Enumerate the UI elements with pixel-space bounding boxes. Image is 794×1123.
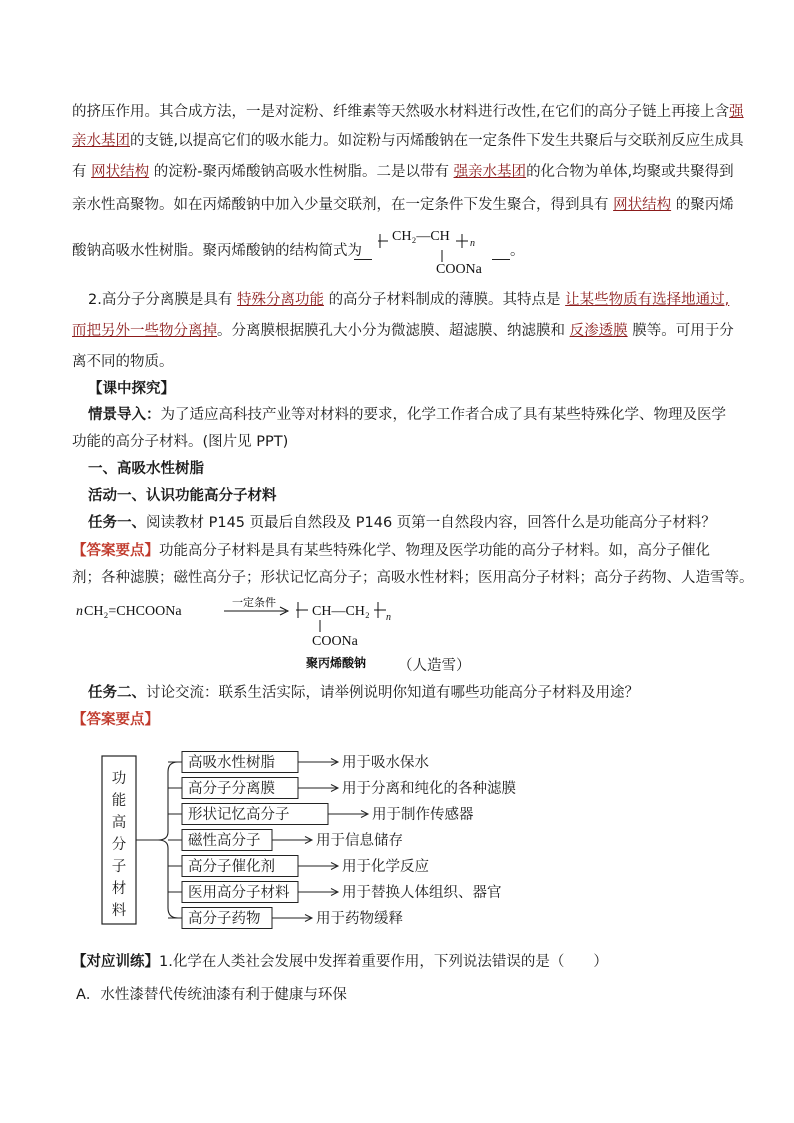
product-n: n <box>386 612 391 623</box>
item-name: 高吸水性树脂 <box>188 755 275 771</box>
activity-1: 活动一、认识功能高分子材料 <box>88 488 277 504</box>
reaction-condition: 一定条件 <box>232 596 276 609</box>
label: 任务一、 <box>88 515 146 531</box>
text: 的高分子材料制成的薄膜。其特点是 <box>328 292 561 308</box>
root-char: 分 <box>111 837 127 853</box>
product-pendant: COONa <box>312 634 358 649</box>
product-note: （人造雪） <box>398 658 471 674</box>
heading-1: 一、高吸水性树脂 <box>88 461 204 477</box>
root-char: 高 <box>111 815 127 831</box>
item-name: 医用高分子材料 <box>188 885 290 901</box>
option-a: A．水性漆替代传统油漆有利于健康与环保 <box>76 987 347 1003</box>
text: 的聚丙烯 <box>675 197 734 213</box>
text: 阅读教材 P145 页最后自然段及 P146 页第一自然段内容，回答什么是功能高分子材料？ <box>146 515 716 531</box>
text: 2.高分子分离膜是具有 <box>88 292 233 308</box>
text: 的淀粉-聚丙烯酸钠高吸水性树脂。二是以带有 <box>153 164 449 180</box>
item-use: 用于替换人体组织、器官 <box>342 885 502 901</box>
para2-line-3: 离不同的物质。 <box>72 354 174 370</box>
item-use: 用于信息储存 <box>316 833 403 849</box>
text: 讨论交流：联系生活实际，请举例说明你知道有哪些功能高分子材料及用途？ <box>146 685 639 701</box>
item-use: 用于吸水保水 <box>342 755 429 771</box>
item-name: 高分子分离膜 <box>188 781 275 797</box>
text: 1.化学在人类社会发展中发挥着重要作用，下列说法错误的是（ ） <box>159 954 608 970</box>
item-use: 用于药物缓释 <box>316 911 403 927</box>
label: 【对应训练】 <box>72 954 159 970</box>
root-char: 能 <box>111 793 127 809</box>
root-char: 料 <box>111 903 127 919</box>
formula-n: n <box>470 238 475 249</box>
answer-blank: 强亲水基团 <box>453 164 527 180</box>
item-use: 用于化学反应 <box>342 859 429 875</box>
formula-pendant: COONa <box>436 262 482 277</box>
reaction-n: n <box>76 604 83 619</box>
item-use: 用于分离和纯化的各种滤膜 <box>342 781 516 797</box>
item-name: 高分子药物 <box>188 911 261 927</box>
reactant: CH₂=CHCOONa <box>84 604 182 619</box>
answer-blank: 让某些物质有选择地通过, <box>565 292 730 308</box>
formula-top: CH₂—CH <box>392 229 450 244</box>
root-char: 子 <box>111 859 127 875</box>
training-question <box>72 952 608 972</box>
text: 有 <box>72 164 87 180</box>
answer-blank: 而把另外一些物分离掉 <box>72 323 217 339</box>
label: 任务二、 <box>88 685 146 701</box>
answer-blank: 特殊分离功能 <box>236 292 324 308</box>
text: 膜等。可用于分 <box>632 323 734 339</box>
label: 情景导入： <box>88 407 161 423</box>
item-use: 用于制作传感器 <box>372 807 474 823</box>
answer-1-line-2: 剂；各种滤膜；磁性高分子；形状记忆高分子；高吸水性材料；医用高分子材料；高分子药物、人造雪等。 <box>72 570 754 586</box>
product: CH—CH₂ <box>312 604 370 619</box>
answer-blank: 亲水基团 <box>72 133 130 149</box>
text: 。分离膜根据膜孔大小分为微滤膜、超滤膜、纳滤膜和 <box>217 323 565 339</box>
product-name: 聚丙烯酸钠 <box>306 656 367 670</box>
answer-blank: 反渗透膜 <box>569 323 628 339</box>
item-name: 形状记忆高分子 <box>188 807 290 823</box>
answer-blank: 网状结构 <box>613 197 672 213</box>
answer-blank: 网状结构 <box>91 164 150 180</box>
root-char: 功 <box>111 771 127 787</box>
answer-label: 【答案要点】 <box>72 543 159 559</box>
item-name: 高分子催化剂 <box>188 859 275 875</box>
text: 酸钠高吸水性树脂。聚丙烯酸钠的结构简式为 <box>72 243 362 259</box>
text: 的化合物为单体,均聚或共聚得到 <box>526 164 734 180</box>
text: 的支链,以提高它们的吸水能力。如淀粉与丙烯酸钠在一定条件下发生共聚后与交联剂反应生成具 <box>130 133 744 149</box>
scene-line-2: 功能的高分子材料。(图片见 PPT) <box>72 434 289 450</box>
text: 的挤压作用。其合成方法，一是对淀粉、纤维素等天然吸水材料进行改性,在它们的高分子链上再接上含 <box>72 104 730 120</box>
period: 。 <box>510 243 525 259</box>
answer-blank: 强 <box>729 104 744 120</box>
text: 亲水性高聚物。如在丙烯酸钠中加入少量交联剂，在一定条件下发生聚合，得到具有 <box>72 197 609 213</box>
answer-2-label: 【答案要点】 <box>72 712 159 728</box>
section-heading: 【课中探究】 <box>88 381 175 397</box>
root-char: 材 <box>111 881 127 897</box>
text: 功能高分子材料是具有某些特殊化学、物理及医学功能的高分子材料。如，高分子催化 <box>159 543 710 559</box>
text: 为了适应高科技产业等对材料的要求，化学工作者合成了具有某些特殊化学、物理及医学 <box>160 407 726 423</box>
item-name: 磁性高分子 <box>188 833 261 849</box>
